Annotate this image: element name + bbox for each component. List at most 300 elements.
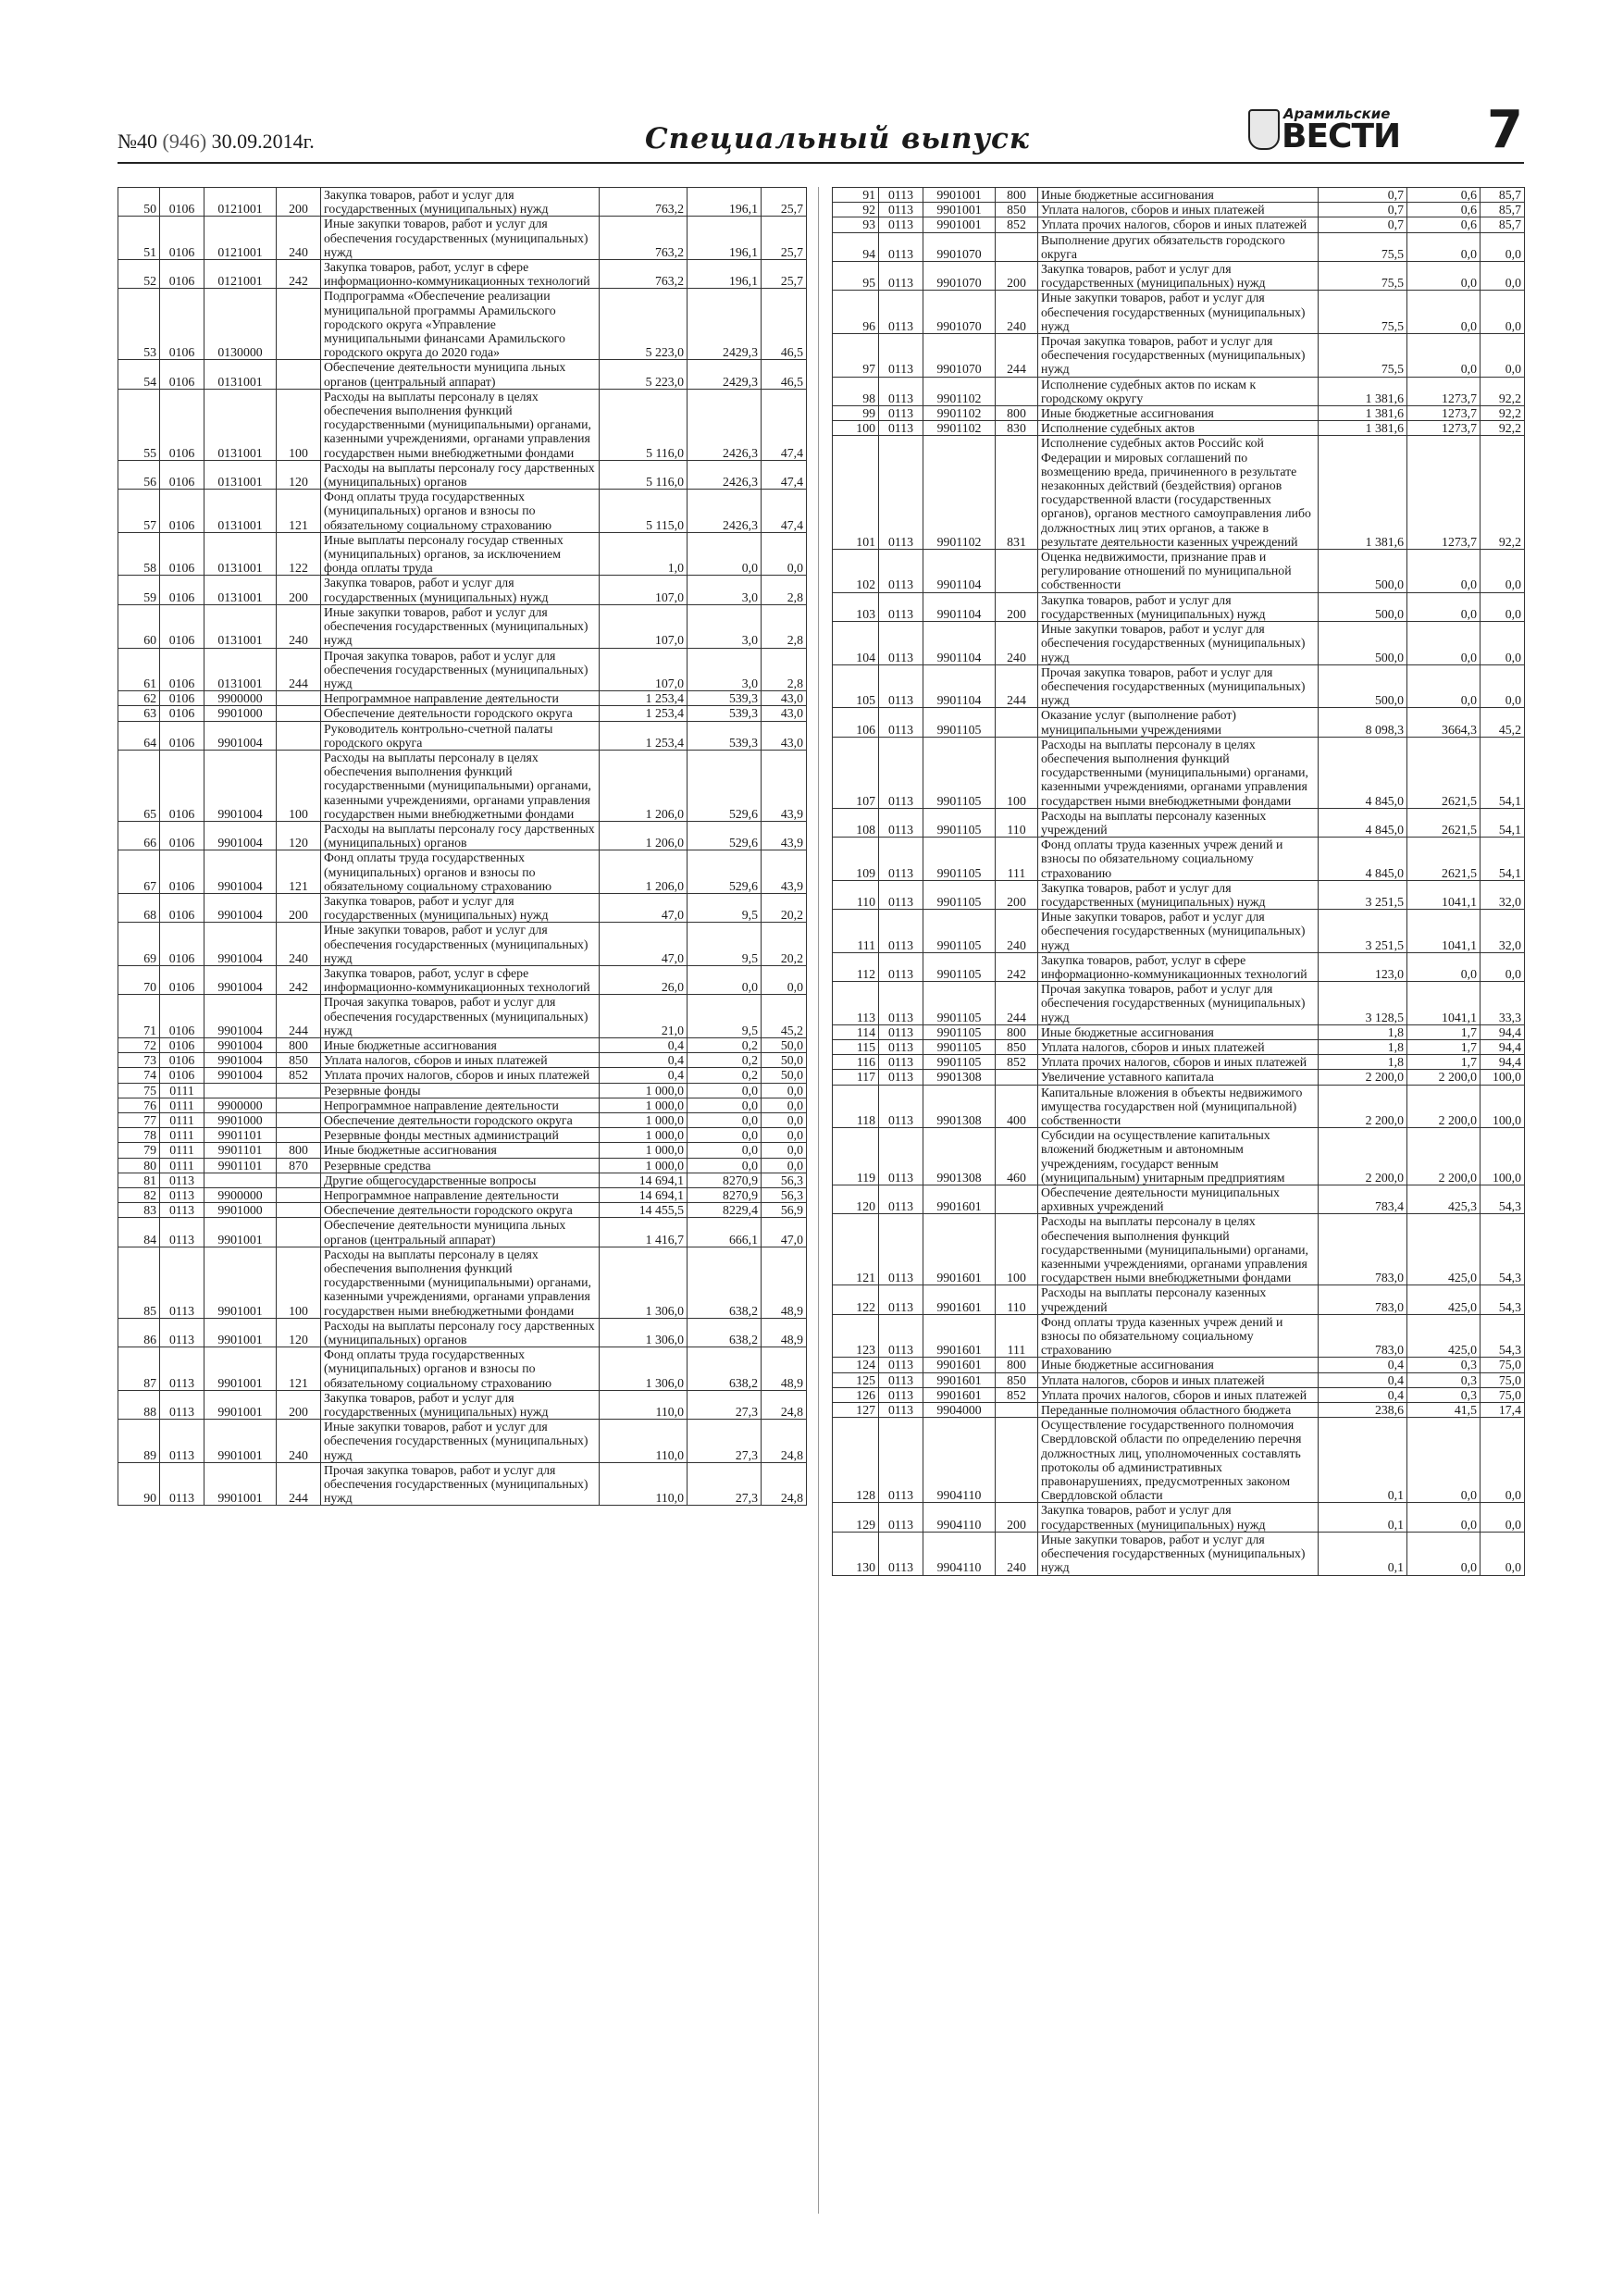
target-code — [204, 1173, 277, 1187]
planned-amount: 0,7 — [1319, 217, 1407, 232]
executed-amount: 0,0 — [1407, 262, 1481, 291]
target-code: 9901004 — [204, 965, 277, 994]
percent-executed: 0,0 — [762, 1113, 807, 1128]
table-row — [118, 1218, 807, 1247]
target-code: 9901001 — [923, 188, 996, 203]
executed-amount: 0,0 — [1407, 622, 1481, 665]
percent-executed: 0,0 — [762, 1158, 807, 1173]
description: Иные выплаты персоналу государ ственных (муниципальных) органов, за исключением фонда оплаты труда — [321, 532, 600, 576]
row-number: 87 — [118, 1347, 160, 1391]
planned-amount: 1 000,0 — [600, 1128, 688, 1143]
row-number: 121 — [833, 1214, 879, 1285]
executed-amount: 0,3 — [1407, 1372, 1481, 1387]
expense-type-code: 800 — [996, 406, 1038, 421]
table-row — [118, 691, 807, 706]
executed-amount: 1,7 — [1407, 1039, 1481, 1054]
section-code: 0113 — [879, 291, 923, 334]
table-row — [833, 1503, 1525, 1532]
section-code: 0106 — [160, 721, 204, 750]
table-row — [833, 952, 1525, 981]
row-number: 83 — [118, 1203, 160, 1218]
planned-amount: 783,0 — [1319, 1285, 1407, 1314]
planned-amount: 763,2 — [600, 260, 688, 289]
description: Обеспечение деятельности муниципа льных органов (центральный аппарат) — [321, 360, 600, 389]
row-number: 104 — [833, 622, 879, 665]
percent-executed: 92,2 — [1481, 377, 1525, 405]
page-header — [118, 100, 1524, 163]
target-code: 9901070 — [923, 232, 996, 261]
table-row — [833, 982, 1525, 1025]
planned-amount: 8 098,3 — [1319, 708, 1407, 737]
planned-amount: 1,8 — [1319, 1039, 1407, 1054]
percent-executed: 50,0 — [762, 1068, 807, 1083]
expense-type-code: 244 — [277, 648, 321, 691]
description: Прочая закупка товаров, работ и услуг для обеспечения государственных (муниципальных) нужд — [1038, 664, 1319, 708]
section-code: 0113 — [879, 1055, 923, 1070]
planned-amount: 1 206,0 — [600, 750, 688, 821]
target-code: 9900000 — [204, 1188, 277, 1203]
target-code: 9901105 — [923, 737, 996, 808]
description: Осуществление государственного полномочия Свердловской области по определению перечня должностных лиц, уполномоченных составлять протоколы об административных правонарушениях, предусмотренных законом Свердловской области — [1038, 1418, 1319, 1503]
planned-amount: 1 000,0 — [600, 1143, 688, 1158]
description: Уплата прочих налогов, сборов и иных платежей — [1038, 217, 1319, 232]
executed-amount: 9,5 — [688, 893, 762, 922]
section-code: 0106 — [160, 923, 204, 966]
planned-amount: 0,4 — [600, 1037, 688, 1052]
target-code: 9901001 — [204, 1420, 277, 1463]
expense-type-code — [277, 1203, 321, 1218]
target-code: 9901601 — [923, 1214, 996, 1285]
budget-table-right — [832, 187, 1525, 1576]
header-rule — [118, 162, 1524, 164]
row-number: 73 — [118, 1053, 160, 1068]
executed-amount: 0,6 — [1407, 203, 1481, 217]
section-code: 0111 — [160, 1158, 204, 1173]
coat-of-arms-icon — [1248, 109, 1280, 150]
percent-executed: 100,0 — [1481, 1128, 1525, 1185]
description: Прочая закупка товаров, работ и услуг для обеспечения государственных (муниципальных) нужд — [1038, 334, 1319, 378]
description: Прочая закупка товаров, работ и услуг для обеспечения государственных (муниципальных) нужд — [1038, 982, 1319, 1025]
target-code: 0130000 — [204, 289, 277, 360]
planned-amount: 500,0 — [1319, 550, 1407, 593]
expense-type-code — [996, 232, 1038, 261]
section-code: 0113 — [879, 550, 923, 593]
description: Иные закупки товаров, работ и услуг для обеспечения государственных (муниципальных) нужд — [1038, 910, 1319, 953]
section-code: 0113 — [160, 1420, 204, 1463]
planned-amount: 4 845,0 — [1319, 737, 1407, 808]
planned-amount: 110,0 — [600, 1420, 688, 1463]
row-number: 63 — [118, 706, 160, 721]
percent-executed: 0,0 — [1481, 232, 1525, 261]
row-number: 108 — [833, 808, 879, 837]
table-row — [833, 377, 1525, 405]
table-row — [118, 1203, 807, 1218]
target-code: 9901105 — [923, 1055, 996, 1070]
percent-executed: 92,2 — [1481, 436, 1525, 550]
executed-amount: 196,1 — [688, 217, 762, 260]
section-code: 0111 — [160, 1083, 204, 1098]
target-code: 9901101 — [204, 1128, 277, 1143]
row-number: 118 — [833, 1085, 879, 1128]
target-code: 9904110 — [923, 1503, 996, 1532]
row-number: 97 — [833, 334, 879, 378]
percent-executed: 0,0 — [762, 1083, 807, 1098]
section-code: 0113 — [879, 1418, 923, 1503]
description: Фонд оплаты труда государственных (муниципальных) органов и взносы по обязательному социальному страхованию — [321, 1347, 600, 1391]
executed-amount: 0,0 — [1407, 232, 1481, 261]
section-code: 0113 — [879, 188, 923, 203]
percent-executed: 43,0 — [762, 706, 807, 721]
table-row — [833, 1372, 1525, 1387]
expense-type-code: 244 — [277, 1462, 321, 1506]
planned-amount: 763,2 — [600, 188, 688, 217]
section-code: 0106 — [160, 691, 204, 706]
executed-amount: 3,0 — [688, 576, 762, 604]
table-row — [833, 1403, 1525, 1418]
table-row — [118, 460, 807, 489]
executed-amount: 3,0 — [688, 604, 762, 648]
expense-type-code: 200 — [996, 1503, 1038, 1532]
target-code: 0121001 — [204, 260, 277, 289]
target-code: 9901601 — [923, 1285, 996, 1314]
table-row — [833, 1387, 1525, 1402]
target-code: 0131001 — [204, 360, 277, 389]
description: Закупка товаров, работ и услуг для государственных (муниципальных) нужд — [321, 1390, 600, 1419]
table-row — [118, 1053, 807, 1068]
planned-amount: 110,0 — [600, 1390, 688, 1419]
description: Закупка товаров, работ и услуг для государственных (муниципальных) нужд — [321, 188, 600, 217]
planned-amount: 4 845,0 — [1319, 838, 1407, 881]
expense-type-code: 852 — [996, 1055, 1038, 1070]
percent-executed: 48,9 — [762, 1247, 807, 1318]
target-code: 0131001 — [204, 490, 277, 533]
row-number: 51 — [118, 217, 160, 260]
section-code: 0113 — [879, 1085, 923, 1128]
percent-executed: 0,0 — [1481, 291, 1525, 334]
section-code: 0106 — [160, 995, 204, 1038]
target-code: 9901601 — [923, 1387, 996, 1402]
expense-type-code: 242 — [996, 952, 1038, 981]
executed-amount: 0,0 — [688, 1128, 762, 1143]
row-number: 116 — [833, 1055, 879, 1070]
expense-type-code: 121 — [277, 1347, 321, 1391]
row-number: 126 — [833, 1387, 879, 1402]
target-code: 9901601 — [923, 1314, 996, 1358]
planned-amount: 21,0 — [600, 995, 688, 1038]
row-number: 85 — [118, 1247, 160, 1318]
executed-amount: 1273,7 — [1407, 436, 1481, 550]
percent-executed: 43,9 — [762, 750, 807, 821]
expense-type-code — [277, 1188, 321, 1203]
table-row — [118, 604, 807, 648]
planned-amount: 75,5 — [1319, 334, 1407, 378]
expense-type-code: 111 — [996, 838, 1038, 881]
planned-amount: 4 845,0 — [1319, 808, 1407, 837]
row-number: 70 — [118, 965, 160, 994]
percent-executed: 25,7 — [762, 188, 807, 217]
table-row — [833, 622, 1525, 665]
row-number: 119 — [833, 1128, 879, 1185]
expense-type-code: 240 — [277, 923, 321, 966]
row-number: 95 — [833, 262, 879, 291]
executed-amount: 2426,3 — [688, 389, 762, 460]
target-code: 9901308 — [923, 1070, 996, 1085]
percent-executed: 94,4 — [1481, 1055, 1525, 1070]
logo-main-text: ВЕСТИ — [1282, 118, 1401, 155]
table-row — [833, 910, 1525, 953]
section-code: 0111 — [160, 1113, 204, 1128]
row-number: 109 — [833, 838, 879, 881]
table-row — [833, 1314, 1525, 1358]
expense-type-code: 121 — [277, 490, 321, 533]
expense-type-code: 200 — [277, 893, 321, 922]
percent-executed: 32,0 — [1481, 880, 1525, 909]
target-code: 9901101 — [204, 1158, 277, 1173]
table-row — [833, 1285, 1525, 1314]
expense-type-code: 870 — [277, 1158, 321, 1173]
expense-type-code: 244 — [996, 334, 1038, 378]
description: Иные закупки товаров, работ и услуг для обеспечения государственных (муниципальных) нужд — [321, 923, 600, 966]
description: Иные закупки товаров, работ и услуг для обеспечения государственных (муниципальных) нужд — [1038, 622, 1319, 665]
executed-amount: 1,7 — [1407, 1055, 1481, 1070]
planned-amount: 75,5 — [1319, 262, 1407, 291]
description: Уплата налогов, сборов и иных платежей — [1038, 203, 1319, 217]
section-code: 0113 — [879, 1128, 923, 1185]
row-number: 78 — [118, 1128, 160, 1143]
executed-amount: 1041,1 — [1407, 982, 1481, 1025]
row-number: 114 — [833, 1024, 879, 1039]
target-code: 9901104 — [923, 664, 996, 708]
executed-amount: 0,0 — [688, 1158, 762, 1173]
table-row — [118, 995, 807, 1038]
section-code: 0113 — [879, 1070, 923, 1085]
executed-amount: 0,0 — [688, 1098, 762, 1112]
planned-amount: 1 306,0 — [600, 1247, 688, 1318]
target-code: 9901070 — [923, 262, 996, 291]
row-number: 59 — [118, 576, 160, 604]
description: Непрограммное направление деятельности — [321, 1188, 600, 1203]
executed-amount: 539,3 — [688, 691, 762, 706]
target-code: 9901105 — [923, 808, 996, 837]
planned-amount: 500,0 — [1319, 622, 1407, 665]
description: Закупка товаров, работ и услуг для государственных (муниципальных) нужд — [1038, 1503, 1319, 1532]
target-code: 9901104 — [923, 622, 996, 665]
executed-amount: 539,3 — [688, 706, 762, 721]
section-code: 0113 — [879, 334, 923, 378]
table-row — [833, 664, 1525, 708]
description: Фонд оплаты труда казенных учреж дений и взносы по обязательному социальному страхованию — [1038, 1314, 1319, 1358]
expense-type-code: 242 — [277, 965, 321, 994]
target-code: 9900000 — [204, 1098, 277, 1112]
row-number: 65 — [118, 750, 160, 821]
percent-executed: 94,4 — [1481, 1039, 1525, 1054]
percent-executed: 43,0 — [762, 721, 807, 750]
section-code: 0113 — [879, 406, 923, 421]
expense-type-code: 800 — [277, 1037, 321, 1052]
percent-executed: 33,3 — [1481, 982, 1525, 1025]
executed-amount: 0,0 — [1407, 952, 1481, 981]
description: Уплата прочих налогов, сборов и иных платежей — [1038, 1055, 1319, 1070]
section-code: 0106 — [160, 532, 204, 576]
section-code: 0113 — [879, 592, 923, 621]
executed-amount: 1041,1 — [1407, 910, 1481, 953]
planned-amount: 0,1 — [1319, 1532, 1407, 1575]
expense-type-code — [996, 1070, 1038, 1085]
page-number: 7 — [1487, 100, 1523, 160]
description: Оказание услуг (выполнение работ) муниципальными учреждениями — [1038, 708, 1319, 737]
section-code: 0113 — [879, 664, 923, 708]
expense-type-code — [277, 1098, 321, 1112]
row-number: 80 — [118, 1158, 160, 1173]
row-number: 52 — [118, 260, 160, 289]
description: Закупка товаров, работ, услуг в сфере информационно-коммуникационных технологий — [321, 965, 600, 994]
table-row — [833, 1024, 1525, 1039]
table-row — [118, 1173, 807, 1187]
target-code: 9901105 — [923, 982, 996, 1025]
section-code: 0106 — [160, 965, 204, 994]
description: Увеличение уставного капитала — [1038, 1070, 1319, 1085]
table-row — [833, 1039, 1525, 1054]
row-number: 54 — [118, 360, 160, 389]
percent-executed: 24,8 — [762, 1390, 807, 1419]
section-code: 0113 — [879, 1403, 923, 1418]
section-code: 0113 — [879, 1358, 923, 1372]
target-code: 9901105 — [923, 838, 996, 881]
section-code: 0106 — [160, 360, 204, 389]
planned-amount: 1 306,0 — [600, 1347, 688, 1391]
expense-type-code: 460 — [996, 1128, 1038, 1185]
row-number: 71 — [118, 995, 160, 1038]
target-code: 9900000 — [204, 691, 277, 706]
expense-type-code — [277, 1128, 321, 1143]
planned-amount: 2 200,0 — [1319, 1085, 1407, 1128]
executed-amount: 2429,3 — [688, 360, 762, 389]
target-code: 9901105 — [923, 708, 996, 737]
expense-type-code: 200 — [996, 262, 1038, 291]
percent-executed: 54,1 — [1481, 808, 1525, 837]
description: Фонд оплаты труда казенных учреж дений и взносы по обязательному социальному страхованию — [1038, 838, 1319, 881]
planned-amount: 0,4 — [600, 1068, 688, 1083]
target-code: 9901001 — [923, 217, 996, 232]
target-code: 9901004 — [204, 1068, 277, 1083]
row-number: 50 — [118, 188, 160, 217]
row-number: 129 — [833, 1503, 879, 1532]
row-number: 64 — [118, 721, 160, 750]
executed-amount: 0,0 — [1407, 1418, 1481, 1503]
table-row — [833, 550, 1525, 593]
table-row — [833, 708, 1525, 737]
table-row — [118, 360, 807, 389]
newspaper-logo — [1248, 105, 1401, 163]
table-row — [833, 1085, 1525, 1128]
executed-amount: 8229,4 — [688, 1203, 762, 1218]
target-code: 9901102 — [923, 436, 996, 550]
row-number: 82 — [118, 1188, 160, 1203]
percent-executed: 48,9 — [762, 1347, 807, 1391]
expense-type-code: 240 — [277, 604, 321, 648]
target-code: 0131001 — [204, 604, 277, 648]
planned-amount: 1 000,0 — [600, 1158, 688, 1173]
section-code: 0113 — [879, 1285, 923, 1314]
percent-executed: 54,3 — [1481, 1285, 1525, 1314]
expense-type-code — [277, 1113, 321, 1128]
expense-type-code: 852 — [996, 217, 1038, 232]
table-row — [118, 1098, 807, 1112]
description: Закупка товаров, работ и услуг для государственных (муниципальных) нужд — [1038, 262, 1319, 291]
percent-executed: 25,7 — [762, 217, 807, 260]
percent-executed: 56,3 — [762, 1188, 807, 1203]
row-number: 110 — [833, 880, 879, 909]
description: Иные бюджетные ассигнования — [1038, 1358, 1319, 1372]
percent-executed: 46,5 — [762, 289, 807, 360]
executed-amount: 27,3 — [688, 1462, 762, 1506]
executed-amount: 2621,5 — [1407, 808, 1481, 837]
table-row — [118, 750, 807, 821]
planned-amount: 3 251,5 — [1319, 910, 1407, 953]
row-number: 77 — [118, 1113, 160, 1128]
row-number: 66 — [118, 821, 160, 850]
expense-type-code: 240 — [996, 1532, 1038, 1575]
section-code: 0111 — [160, 1128, 204, 1143]
expense-type-code — [996, 377, 1038, 405]
table-row — [833, 1532, 1525, 1575]
planned-amount: 1 381,6 — [1319, 421, 1407, 436]
table-row — [118, 217, 807, 260]
budget-table-left — [118, 187, 807, 1506]
section-code: 0113 — [879, 982, 923, 1025]
percent-executed: 43,9 — [762, 821, 807, 850]
table-row — [833, 1128, 1525, 1185]
executed-amount: 0,2 — [688, 1037, 762, 1052]
column-divider — [818, 187, 819, 2214]
expense-type-code: 100 — [277, 389, 321, 460]
target-code: 9901004 — [204, 893, 277, 922]
expense-type-code: 850 — [996, 203, 1038, 217]
section-code: 0113 — [879, 708, 923, 737]
table-row — [833, 1358, 1525, 1372]
executed-amount: 529,6 — [688, 750, 762, 821]
executed-amount: 425,0 — [1407, 1314, 1481, 1358]
planned-amount: 1 000,0 — [600, 1098, 688, 1112]
executed-amount: 27,3 — [688, 1420, 762, 1463]
section-code: 0106 — [160, 850, 204, 894]
section-code: 0111 — [160, 1098, 204, 1112]
row-number: 67 — [118, 850, 160, 894]
description: Расходы на выплаты персоналу в целях обеспечения выполнения функций государственными (муниципальными) органами, казенными учреждениями, органами управления государствен ными внебюджетными фондами — [1038, 737, 1319, 808]
expense-type-code — [277, 691, 321, 706]
executed-amount: 425,0 — [1407, 1285, 1481, 1314]
expense-type-code: 240 — [996, 291, 1038, 334]
planned-amount: 0,4 — [1319, 1358, 1407, 1372]
description: Другие общегосударственные вопросы — [321, 1173, 600, 1187]
section-code: 0113 — [160, 1347, 204, 1391]
executed-amount: 27,3 — [688, 1390, 762, 1419]
section-code: 0113 — [160, 1218, 204, 1247]
section-code: 0113 — [879, 421, 923, 436]
section-code: 0113 — [879, 1532, 923, 1575]
executed-amount: 638,2 — [688, 1347, 762, 1391]
target-code: 9901000 — [204, 706, 277, 721]
expense-type-code: 100 — [277, 750, 321, 821]
executed-amount: 3664,3 — [1407, 708, 1481, 737]
percent-executed: 54,1 — [1481, 838, 1525, 881]
row-number: 105 — [833, 664, 879, 708]
row-number: 113 — [833, 982, 879, 1025]
table-row — [118, 576, 807, 604]
percent-executed: 56,9 — [762, 1203, 807, 1218]
row-number: 107 — [833, 737, 879, 808]
target-code: 9901001 — [204, 1218, 277, 1247]
